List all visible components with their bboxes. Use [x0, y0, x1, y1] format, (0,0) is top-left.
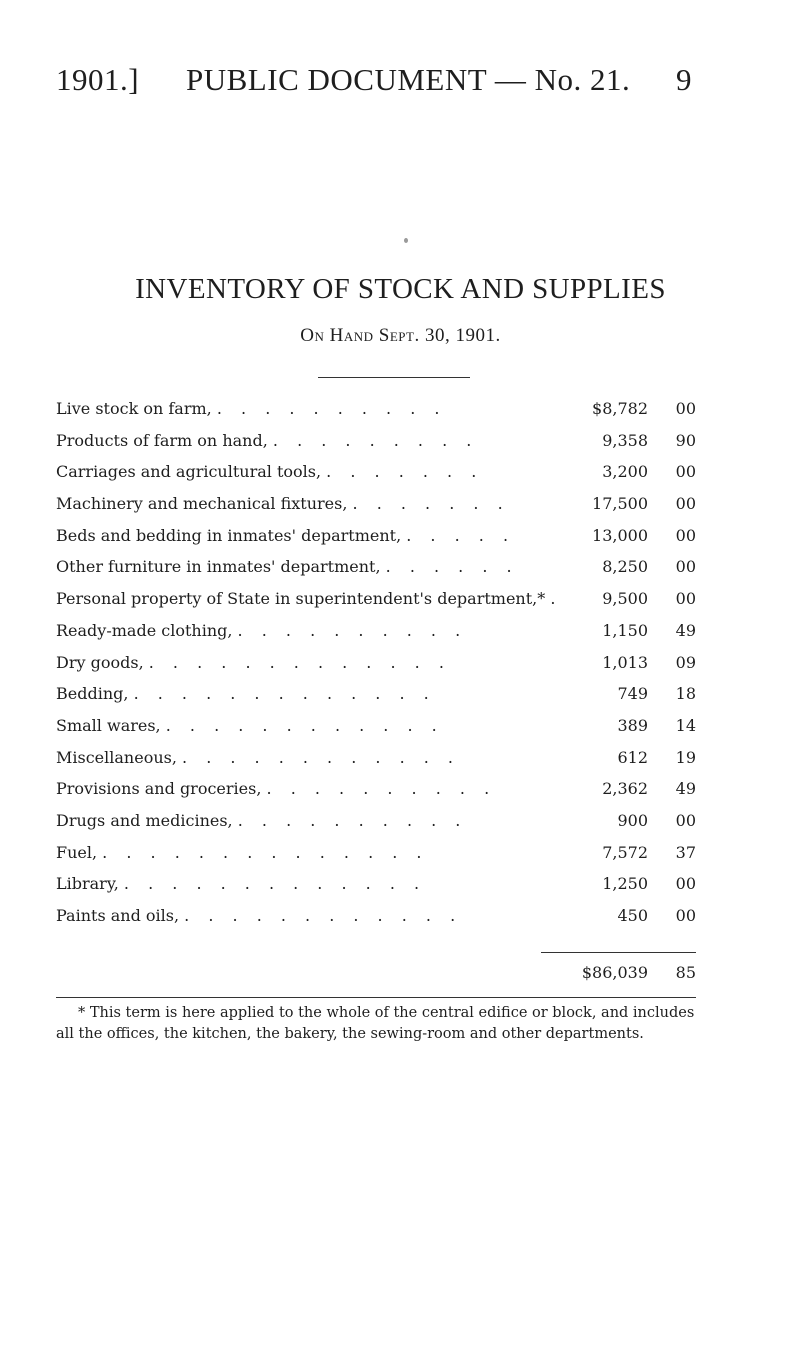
item-cents: 00	[675, 525, 696, 545]
item-label: Personal property of State in superintendent's department,*	[56, 589, 546, 609]
item-dollars: 900	[617, 810, 648, 830]
item-dollars: 1,250	[602, 874, 648, 894]
item-label: Products of farm on hand,	[56, 430, 268, 450]
inventory-row	[56, 900, 696, 932]
leader-dots: . . . . . .	[385, 557, 519, 577]
leader-dots: . . . . . . . . . . . .	[184, 906, 463, 925]
item-dollars: 8,250	[602, 557, 648, 577]
item-cents: 00	[675, 589, 696, 609]
leader-dots: . . . . . . . . . .	[237, 620, 468, 640]
leader-dots: . . . . . . . . . . . .	[165, 715, 444, 735]
leader-dots: . . . . . . .	[352, 494, 510, 514]
leader-dots: . . . . . . . . . .	[216, 399, 447, 418]
item-dollars: 3,200	[602, 462, 648, 482]
inventory-row	[56, 837, 696, 869]
item-label: Drugs and medicines,	[56, 810, 233, 830]
inventory-row	[56, 710, 696, 742]
item-label: Fuel,	[56, 842, 98, 862]
leader-dots: . . . . . . . . . .	[237, 810, 468, 830]
item-dollars: 9,358	[602, 430, 648, 450]
item-dollars: $8,782	[592, 399, 648, 418]
leader-dots: . . . . . . . . . . . . .	[133, 684, 436, 704]
item-label: Carriages and agricultural tools,	[56, 462, 322, 482]
inventory-row	[56, 868, 696, 900]
leader-dots: . . . . . . . . . .	[266, 779, 497, 799]
item-cents: 00	[675, 874, 696, 894]
item-label: Dry goods,	[56, 652, 144, 672]
item-dollars: 612	[617, 747, 648, 767]
inventory-row	[56, 678, 696, 710]
item-label: Provisions and groceries,	[56, 779, 262, 799]
item-label: Machinery and mechanical fixtures,	[56, 494, 348, 514]
running-head-document: PUBLIC DOCUMENT — No. 21.	[186, 62, 631, 97]
item-label: Paints and oils,	[56, 906, 180, 925]
item-cents: 00	[675, 810, 696, 830]
item-label: Small wares,	[56, 715, 161, 735]
item-cents: 37	[675, 842, 696, 862]
page-number: 9	[676, 62, 692, 97]
item-cents: 49	[675, 620, 696, 640]
inventory-row	[56, 647, 696, 679]
leader-dots: .	[550, 589, 563, 609]
item-dollars: 7,572	[602, 842, 648, 862]
item-dollars: 9,500	[602, 589, 648, 609]
leader-dots: . . . . . . .	[326, 462, 484, 482]
inventory-row	[56, 742, 696, 774]
total-cents: 85	[675, 963, 696, 982]
inventory-row	[56, 773, 696, 805]
item-dollars: 1,013	[602, 652, 648, 672]
footnote: * This term is here applied to the whole of the central edifice or block, and includes all the offices, the kitchen, the bakery, the sewing-room and other departments.	[56, 1005, 695, 1042]
total-dollars: $86,039	[581, 963, 648, 982]
item-dollars: 1,150	[602, 620, 648, 640]
total-row	[56, 958, 696, 988]
footnote-divider	[56, 997, 696, 998]
item-cents: 14	[675, 715, 696, 735]
item-dollars: 749	[617, 684, 648, 704]
item-cents: 18	[675, 684, 696, 704]
leader-dots: . . . . . . . . .	[272, 430, 479, 450]
inventory-row	[56, 488, 696, 520]
print-speck	[404, 238, 408, 243]
item-label: Ready-made clothing,	[56, 620, 233, 640]
leader-dots: . . . . .	[406, 525, 516, 545]
item-cents: 00	[675, 462, 696, 482]
item-cents: 00	[675, 494, 696, 514]
leader-dots: . . . . . . . . . . . . . .	[102, 842, 429, 862]
item-dollars: 2,362	[602, 779, 648, 799]
item-label: Bedding,	[56, 684, 129, 704]
item-dollars: 13,000	[592, 525, 648, 545]
item-label: Live stock on farm,	[56, 399, 212, 418]
item-dollars: 17,500	[592, 494, 648, 514]
item-cents: 09	[675, 652, 696, 672]
item-cents: 19	[675, 747, 696, 767]
item-cents: 00	[675, 557, 696, 577]
item-cents: 49	[675, 779, 696, 799]
leader-dots: . . . . . . . . . . . . .	[123, 874, 427, 894]
item-label: Miscellaneous,	[56, 747, 177, 767]
item-cents: 00	[675, 399, 696, 418]
item-dollars: 450	[617, 906, 648, 925]
page-subtitle: On Hand Sept. 30, 1901.	[300, 325, 501, 346]
inventory-row	[56, 615, 696, 647]
item-cents: 00	[675, 906, 696, 925]
item-dollars: 389	[617, 715, 648, 735]
item-label: Other furniture in inmates' department,	[56, 557, 381, 577]
inventory-row	[56, 425, 696, 457]
item-label: Beds and bedding in inmates' department,	[56, 525, 402, 545]
page-title: INVENTORY OF STOCK AND SUPPLIES	[135, 273, 666, 305]
inventory-row	[56, 805, 696, 837]
leader-dots: . . . . . . . . . . . . .	[148, 652, 451, 672]
inventory-row	[56, 551, 696, 583]
title-divider	[318, 377, 470, 378]
item-cents: 90	[675, 430, 696, 450]
total-divider	[541, 952, 696, 953]
inventory-table	[56, 393, 696, 932]
inventory-row	[56, 583, 696, 615]
running-head-year: 1901.]	[56, 62, 140, 97]
inventory-row	[56, 456, 696, 488]
item-label: Library,	[56, 874, 119, 894]
inventory-row	[56, 520, 696, 552]
running-head	[56, 62, 692, 102]
leader-dots: . . . . . . . . . . . .	[182, 747, 460, 767]
inventory-row	[56, 393, 696, 425]
